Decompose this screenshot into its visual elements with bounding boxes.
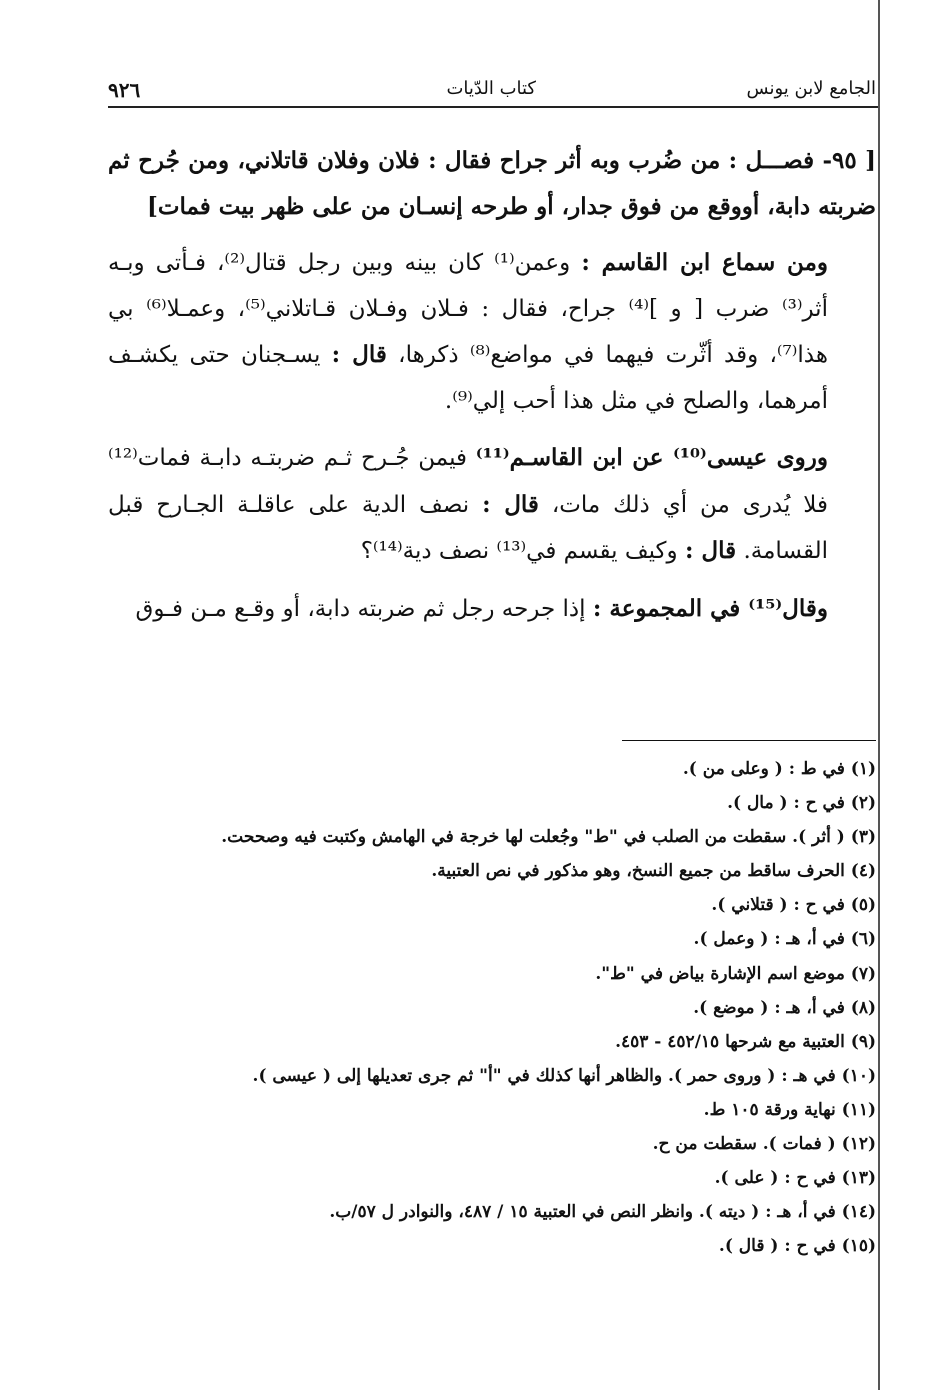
paragraph-3-lead: وقال⁽¹⁵⁾ في المجموعة :: [592, 594, 828, 622]
paragraph-1-qal: قال :: [331, 341, 387, 368]
paragraph-2-qal2: قال :: [684, 537, 737, 564]
book-title: الجامع لابن يونس: [746, 78, 876, 99]
footnote-rule: [622, 740, 876, 741]
footnote-14: (١٤) في أ، هـ : ( ديته ). وانظر النص في العتبية ١٥ / ٤٨٧، والنوادر ل ٥٧/ب.: [329, 1202, 876, 1223]
paragraph-1: [108, 240, 876, 424]
footnote-5: (٥) في ح : ( قتلاني ).: [711, 895, 876, 916]
footnotes: [108, 752, 876, 1263]
paragraph-1-lead: ومن سماع ابن القاسم :: [581, 249, 828, 276]
footnote-11: (١١) نهاية ورقة ١٠٥ ط.: [703, 1099, 876, 1120]
header-rule: [108, 106, 878, 108]
paragraph-2-text2: نصف الدية على عاقلـة الجـارح قبل القسامة.: [108, 491, 828, 564]
page-number: ٩٢٦: [108, 78, 141, 102]
paragraph-2: [108, 435, 876, 575]
paragraph-3: [108, 586, 876, 633]
paragraph-1-text: وعمن⁽¹⁾ كان بينه وبين رجل قتال⁽²⁾، فـأتى وبـه أثر⁽³⁾ ضرب [ و ]⁽⁴⁾ جراح، فقال : فـلان وفـلان قـاتلاني⁽⁵⁾، وعمـلا⁽⁶⁾ بي هذا⁽⁷⁾، وقد أثّرت فيهما في مواضع⁽⁸⁾ ذكرها،: [108, 250, 829, 368]
paragraph-2-text: فيمن جُـرح ثـم ضربتـه دابـة فمات⁽¹²⁾ فلا يُدرى من أي ذلك مات،: [108, 445, 828, 518]
paragraph-2-lead: وروى عيسى⁽¹⁰⁾ عن ابن القاسـم⁽¹¹⁾: [475, 444, 828, 471]
footnote-8: (٨) في أ، هـ : ( موضع ).: [693, 997, 876, 1018]
section-heading: [ ٩٥- فصـــل : من ضُرب وبه أثر جراح فقال : فلان وفلان قاتلاني، ومن جُرح ثم ضربته دابة، أووقع من فوق جدار، أو طرحه إنسـان من على ظهر بيت فمات]: [108, 147, 877, 220]
paragraph-2-qal: قال :: [482, 490, 539, 518]
page-edge-line: [878, 0, 880, 1390]
footnote-9: (٩) العتبية مع شرحها ٤٥٢/١٥ - ٤٥٣.: [615, 1031, 876, 1052]
chapter-title: كتاب الدّيات: [446, 78, 536, 99]
paragraph-1-text2: يسـجنان حتى يكشـف أمرهما، والصلح في مثل هذا أحب إلي⁽⁹⁾.: [108, 342, 828, 414]
footnote-4: (٤) الحرف ساقط من جميع النسخ، وهو مذكور في نص العتبية.: [431, 861, 876, 882]
footnote-13: (١٣) في ح : ( على ).: [714, 1168, 876, 1189]
footnote-2: (٢) في ح : ( مال ).: [727, 793, 876, 814]
paragraph-3-text: إذا جرحه رجل ثم ضربته دابة، أو وقـع مـن فـوق: [135, 595, 586, 622]
running-header: [108, 78, 876, 106]
footnote-12: (١٢) ( فمات ). سقطت من ح.: [652, 1134, 876, 1155]
footnote-3: (٣) ( أثر ). سقطت من الصلب في "ط" وجُعلت لها خرجة في الهامش وكتبت فيه وصححت.: [221, 827, 876, 848]
footnote-15: (١٥) في ح : ( قال ).: [718, 1236, 876, 1257]
footnote-7: (٧) موضع اسم الإشارة بياض في "ط".: [595, 963, 876, 984]
footnote-10: (١٠) في هـ : ( وروى حمر ). والظاهر أنها كذلك في "أ" ثم جرى تعديلها إلى ( عيسى ).: [252, 1065, 876, 1086]
footnote-1: (١) في ط : ( وعلى من ).: [682, 759, 876, 779]
paragraph-2-text3: وكيف يقسم في⁽¹³⁾ نصف دية⁽¹⁴⁾؟: [360, 538, 678, 564]
footnote-6: (٦) في أ، هـ : ( وعمل ).: [693, 929, 876, 950]
main-text: [108, 138, 876, 643]
